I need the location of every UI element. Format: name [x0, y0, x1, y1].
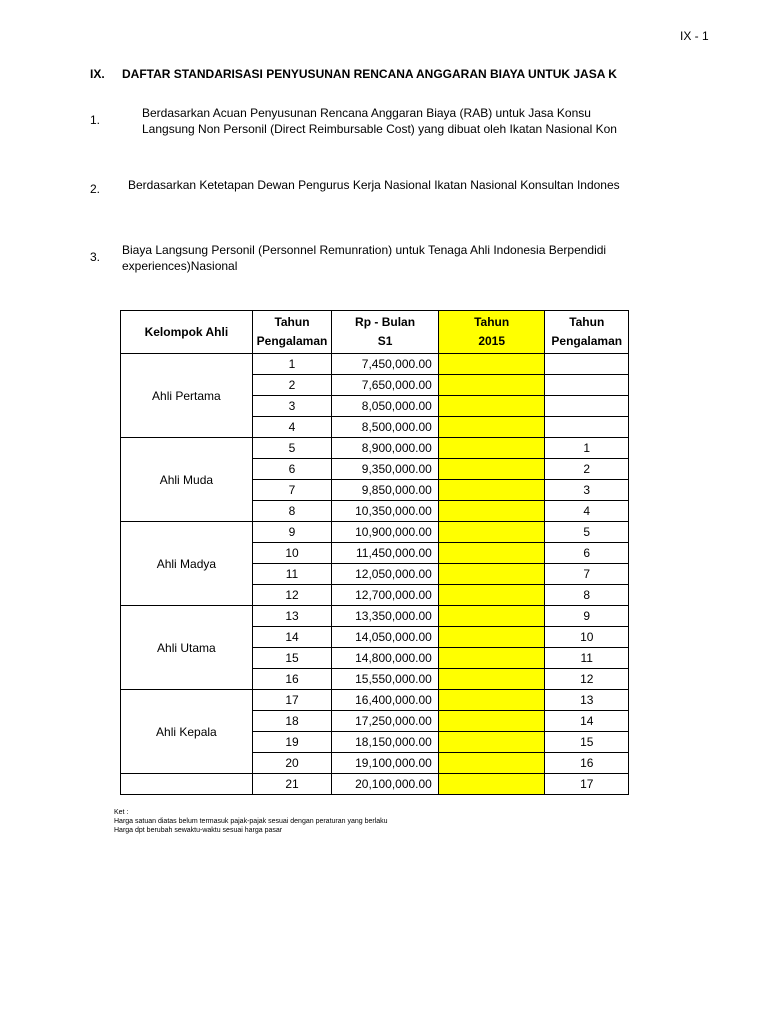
highlight-cell — [438, 753, 545, 774]
table-row — [121, 606, 629, 627]
rate-cell: 9,850,000.00 — [332, 480, 439, 501]
highlight-cell — [438, 648, 545, 669]
highlight-cell — [438, 564, 545, 585]
experience-cell: 1 — [545, 438, 629, 459]
rate-cell: 16,400,000.00 — [332, 690, 439, 711]
highlight-cell — [438, 669, 545, 690]
years-cell: 20 — [252, 753, 331, 774]
paragraph-2-line-1: Berdasarkan Ketetapan Dewan Pengurus Kerja Nasional Ikatan Nasional Konsultan Indones — [128, 178, 620, 192]
years-cell: 18 — [252, 711, 331, 732]
group-cell — [121, 774, 253, 795]
highlight-cell — [438, 732, 545, 753]
experience-cell: 10 — [545, 627, 629, 648]
rate-cell: 19,100,000.00 — [332, 753, 439, 774]
years-cell: 17 — [252, 690, 331, 711]
experience-cell: 14 — [545, 711, 629, 732]
rate-cell: 8,900,000.00 — [332, 438, 439, 459]
rate-cell: 7,450,000.00 — [332, 354, 439, 375]
years-cell: 1 — [252, 354, 331, 375]
highlight-cell — [438, 522, 545, 543]
experience-cell: 16 — [545, 753, 629, 774]
experience-cell: 17 — [545, 774, 629, 795]
highlight-cell — [438, 417, 545, 438]
section-number: IX. — [90, 67, 105, 81]
group-cell: Ahli Pertama — [121, 354, 253, 438]
rate-cell: 12,050,000.00 — [332, 564, 439, 585]
paragraph-2 — [128, 177, 630, 193]
table-row — [121, 690, 629, 711]
experience-cell — [545, 354, 629, 375]
table-header-row — [121, 311, 629, 354]
experience-cell: 7 — [545, 564, 629, 585]
experience-cell: 3 — [545, 480, 629, 501]
group-cell: Ahli Madya — [121, 522, 253, 606]
years-cell: 5 — [252, 438, 331, 459]
paragraph-2-number: 2. — [90, 182, 101, 196]
rate-cell: 13,350,000.00 — [332, 606, 439, 627]
table-row — [121, 774, 629, 795]
paragraph-3-line-1: Biaya Langsung Personil (Personnel Remunration) untuk Tenaga Ahli Indonesia Berpendidi — [122, 243, 607, 257]
experience-cell: 12 — [545, 669, 629, 690]
rate-cell: 9,350,000.00 — [332, 459, 439, 480]
experience-cell: 15 — [545, 732, 629, 753]
years-cell: 14 — [252, 627, 331, 648]
years-cell: 2 — [252, 375, 331, 396]
highlight-cell — [438, 396, 545, 417]
highlight-cell — [438, 606, 545, 627]
years-cell: 16 — [252, 669, 331, 690]
experience-cell: 5 — [545, 522, 629, 543]
years-cell: 7 — [252, 480, 331, 501]
years-cell: 10 — [252, 543, 331, 564]
highlight-cell — [438, 543, 545, 564]
section-title: DAFTAR STANDARISASI PENYUSUNAN RENCANA ANGGARAN BIAYA UNTUK JASA K — [122, 67, 617, 81]
table-row — [121, 354, 629, 375]
group-cell: Ahli Muda — [121, 438, 253, 522]
experience-cell: 11 — [545, 648, 629, 669]
highlight-cell — [438, 438, 545, 459]
paragraph-1-line-2: Langsung Non Personil (Direct Reimbursable Cost) yang dibuat oleh Ikatan Nasional Kon — [142, 122, 617, 136]
paragraph-3 — [122, 242, 630, 274]
experience-cell — [545, 417, 629, 438]
highlight-cell — [438, 585, 545, 606]
highlight-cell — [438, 711, 545, 732]
years-cell: 8 — [252, 501, 331, 522]
notes-line-1: Harga satuan diatas belum termasuk pajak-pajak sesuai dengan peraturan yang berlaku — [114, 818, 388, 825]
rate-cell: 14,050,000.00 — [332, 627, 439, 648]
experience-cell — [545, 375, 629, 396]
highlight-cell — [438, 501, 545, 522]
paragraph-3-line-2: experiences)Nasional — [122, 259, 238, 273]
rate-cell: 17,250,000.00 — [332, 711, 439, 732]
notes — [114, 808, 388, 835]
paragraph-1-number: 1. — [90, 113, 101, 127]
rate-cell: 7,650,000.00 — [332, 375, 439, 396]
experience-cell — [545, 396, 629, 417]
rate-cell: 10,350,000.00 — [332, 501, 439, 522]
paragraph-1-line-1: Berdasarkan Acuan Penyusunan Rencana Anggaran Biaya (RAB) untuk Jasa Konsu — [142, 106, 591, 120]
highlight-cell — [438, 690, 545, 711]
rate-cell: 20,100,000.00 — [332, 774, 439, 795]
experience-cell: 13 — [545, 690, 629, 711]
rate-cell: 8,500,000.00 — [332, 417, 439, 438]
highlight-cell — [438, 480, 545, 501]
notes-label: Ket : — [114, 809, 129, 816]
highlight-cell — [438, 627, 545, 648]
years-cell: 11 — [252, 564, 331, 585]
experience-cell: 4 — [545, 501, 629, 522]
years-cell: 19 — [252, 732, 331, 753]
experience-cell: 6 — [545, 543, 629, 564]
rate-cell: 10,900,000.00 — [332, 522, 439, 543]
highlight-cell — [438, 375, 545, 396]
page-number: IX - 1 — [680, 29, 709, 43]
rate-cell: 12,700,000.00 — [332, 585, 439, 606]
rate-cell: 15,550,000.00 — [332, 669, 439, 690]
years-cell: 21 — [252, 774, 331, 795]
table-row — [121, 522, 629, 543]
rate-cell: 11,450,000.00 — [332, 543, 439, 564]
rate-cell: 18,150,000.00 — [332, 732, 439, 753]
header-group: Kelompok Ahli — [121, 311, 253, 354]
years-cell: 13 — [252, 606, 331, 627]
header-experience: Tahun Pengalaman — [545, 311, 629, 354]
years-cell: 4 — [252, 417, 331, 438]
rate-cell: 14,800,000.00 — [332, 648, 439, 669]
group-cell: Ahli Kepala — [121, 690, 253, 774]
experience-cell: 2 — [545, 459, 629, 480]
rate-cell: 8,050,000.00 — [332, 396, 439, 417]
highlight-cell — [438, 459, 545, 480]
group-cell: Ahli Utama — [121, 606, 253, 690]
paragraph-3-number: 3. — [90, 250, 101, 264]
experience-cell: 9 — [545, 606, 629, 627]
years-cell: 6 — [252, 459, 331, 480]
expert-rate-table — [120, 310, 629, 795]
highlight-cell — [438, 354, 545, 375]
years-cell: 9 — [252, 522, 331, 543]
header-years: Tahun Pengalaman — [252, 311, 331, 354]
header-year-2015: Tahun 2015 — [438, 311, 545, 354]
highlight-cell — [438, 774, 545, 795]
paragraph-1 — [142, 105, 630, 137]
table-row — [121, 438, 629, 459]
years-cell: 12 — [252, 585, 331, 606]
notes-line-2: Harga dpt berubah sewaktu-waktu sesuai harga pasar — [114, 827, 283, 834]
years-cell: 15 — [252, 648, 331, 669]
header-rate: Rp - Bulan S1 — [332, 311, 439, 354]
experience-cell: 8 — [545, 585, 629, 606]
table-body — [121, 354, 629, 795]
years-cell: 3 — [252, 396, 331, 417]
